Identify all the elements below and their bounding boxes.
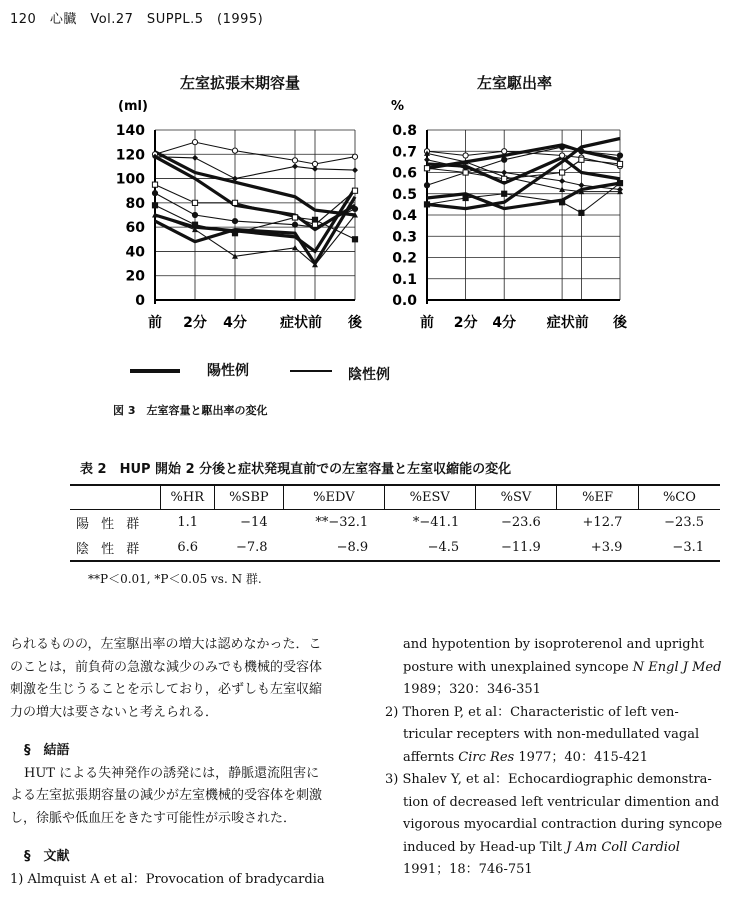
data-point <box>312 166 318 172</box>
table-cell: −23.5 <box>664 515 704 530</box>
legend-positive-line <box>130 369 180 373</box>
data-point <box>232 231 237 236</box>
table-cell: −23.6 <box>500 515 541 530</box>
data-point <box>312 222 317 227</box>
legend-negative-label: 陰性例 <box>348 367 390 383</box>
reference-3-start: 3) Shalev Y, et al：Echocardiographic demonstra- <box>385 772 712 787</box>
data-point <box>424 166 429 171</box>
data-point <box>578 182 584 188</box>
x-tick-label: 症状前 <box>280 315 322 331</box>
reference-line: tion of decreased left ventricular dimention and <box>403 794 720 810</box>
data-point <box>352 237 357 242</box>
series-negative-line <box>155 142 355 164</box>
y-axis-label: (ml) <box>118 99 148 114</box>
x-tick-label: 後 <box>348 315 362 331</box>
reference-line: vigorous myocardial contraction during syncope <box>403 817 723 832</box>
data-point <box>192 155 198 161</box>
data-point <box>292 222 297 227</box>
y-tick-label: 140 <box>115 123 145 139</box>
data-point <box>560 170 565 175</box>
data-point <box>292 215 297 220</box>
body-line: られるものの，左室駆出率の増大は認めなかった．こ <box>10 637 322 652</box>
reference-1-start: 1) Almquist A et al：Provocation of bradycardia <box>10 871 325 887</box>
body-line: よる左室拡張期容量の減少が左室機械的受容体を刺激 <box>10 788 323 803</box>
y-tick-label: 0.4 <box>392 208 417 224</box>
references-heading: § 文献 <box>24 849 70 864</box>
data-point <box>192 222 197 227</box>
reference-line: and hypotention by isoproterenol and upright <box>403 637 705 652</box>
data-point <box>152 203 157 208</box>
data-point <box>617 181 622 186</box>
reference-line: 1991；18：746-751 <box>403 862 533 877</box>
x-tick-label: 前 <box>420 315 434 331</box>
table-header-cell: %ESV <box>384 485 475 510</box>
data-point <box>192 212 197 217</box>
table-cell: *−41.1 <box>412 515 460 530</box>
legend-positive-label: 陽性例 <box>207 363 249 379</box>
y-tick-label: 40 <box>125 244 145 261</box>
table-header-cell: %CO <box>638 485 720 510</box>
journal-name: Circ Res <box>458 749 515 765</box>
data-point <box>292 163 298 169</box>
table-cell: **−32.1 <box>315 515 369 530</box>
reference-line: 1989；320：346-351 <box>403 682 541 697</box>
y-tick-label: 0.2 <box>392 250 417 267</box>
data-point <box>152 191 157 196</box>
table-cell: −4.5 <box>384 535 475 561</box>
data-point <box>579 149 584 154</box>
y-tick-label: 0.5 <box>392 186 417 203</box>
table-row <box>70 510 720 536</box>
reference-line <box>385 657 740 680</box>
table-header-cell: %SV <box>475 485 557 510</box>
data-point <box>312 161 317 166</box>
y-tick-label: 0.7 <box>392 144 417 161</box>
series-positive-line <box>155 152 355 215</box>
body-line: のことは，前負荷の急激な減少のみでも機械的受容体 <box>10 659 323 675</box>
data-point <box>502 176 507 181</box>
data-point <box>463 195 468 200</box>
data-point <box>352 188 357 193</box>
table-header-cell: %HR <box>161 485 215 510</box>
data-point <box>352 206 357 211</box>
data-point <box>352 154 357 159</box>
y-tick-label: 0.0 <box>392 293 417 309</box>
edv-chart <box>100 92 370 337</box>
reference-line: tricular recepters with non-medullated vagal <box>403 727 700 742</box>
y-tick-label: 80 <box>125 195 145 212</box>
series-positive-line <box>427 158 620 184</box>
left-chart-title: 左室拡張末期容量 <box>180 74 301 92</box>
table-footnote: **P＜0.01, *P＜0.05 vs. N 群. <box>88 572 262 586</box>
data-point <box>560 153 565 158</box>
data-point <box>292 158 297 163</box>
y-tick-label: 100 <box>115 171 145 188</box>
table-cell: −14 <box>240 515 268 530</box>
table-cell: 1.1 <box>177 515 199 530</box>
table-header-cell <box>70 485 161 510</box>
y-tick-label: 0.3 <box>392 229 417 246</box>
data-point <box>502 191 507 196</box>
y-tick-label: 0.8 <box>392 123 417 139</box>
data-point <box>232 218 237 223</box>
y-tick-label: 0.1 <box>392 271 417 288</box>
y-tick-label: 60 <box>125 220 145 237</box>
body-line: HUT による失神発作の誘発には，静脈還流阻害に <box>24 765 320 781</box>
data-point <box>559 178 565 184</box>
y-tick-label: 0.6 <box>392 165 417 182</box>
data-point <box>560 200 565 205</box>
data-point <box>560 144 565 149</box>
data-point <box>579 157 584 162</box>
data-point <box>502 149 507 154</box>
table-header-cell: %EDV <box>284 485 385 510</box>
row-label: 陰 性 群 <box>70 535 161 561</box>
data-point <box>232 148 237 153</box>
data-point <box>424 157 430 163</box>
ef-chart <box>385 92 645 337</box>
x-tick-label: 4分 <box>492 315 517 331</box>
reference-text: posture with unexplained syncope <box>403 659 633 675</box>
x-tick-label: 2分 <box>183 315 207 331</box>
reference-text: induced by Head-up Tilt <box>403 839 567 855</box>
conclusion-heading: § 結語 <box>24 743 70 758</box>
journal-name: N Engl J Med <box>632 659 722 675</box>
data-point <box>152 182 157 187</box>
table-header-cell: %EF <box>557 485 639 510</box>
figure-caption: 図 3 左室容量と駆出率の変化 <box>113 404 268 417</box>
data-point <box>463 153 468 158</box>
reference-text: affernts <box>403 749 459 765</box>
body-line: 力の増大は要さないと考えられる． <box>10 704 219 720</box>
table-header-row <box>70 485 720 510</box>
results-table <box>70 484 720 562</box>
left-column <box>10 634 370 891</box>
y-tick-label: 20 <box>125 268 145 285</box>
reference-text: 1977；40：415-421 <box>514 749 648 765</box>
right-column <box>385 634 740 882</box>
data-point <box>424 202 429 207</box>
data-point <box>617 153 622 158</box>
body-line: 刺激を生じうることを示しており，必ずしも左室収縮 <box>10 682 323 697</box>
y-tick-label: 0 <box>135 293 145 309</box>
data-point <box>192 200 197 205</box>
legend-negative-line <box>290 370 332 372</box>
data-point <box>192 140 197 145</box>
row-label: 陽 性 群 <box>76 517 144 532</box>
x-tick-label: 前 <box>148 315 162 331</box>
body-line: し，徐脈や低血圧をきたす可能性が示唆された． <box>10 810 297 826</box>
journal-name: J Am Coll Cardiol <box>566 839 680 855</box>
data-point <box>579 210 584 215</box>
x-tick-label: 後 <box>613 315 627 331</box>
table-row <box>70 535 720 561</box>
table-cell: 6.6 <box>161 535 215 561</box>
x-tick-label: 4分 <box>223 315 247 331</box>
table-cell: +12.7 <box>582 515 623 530</box>
running-header: 120 心臓 Vol.27 SUPPL.5 (1995) <box>10 12 264 27</box>
series-negative-line <box>155 185 355 225</box>
data-point <box>352 167 358 173</box>
table-cell: −11.9 <box>475 535 557 561</box>
reference-line <box>385 837 740 860</box>
table-cell: +3.9 <box>557 535 639 561</box>
data-point <box>463 170 468 175</box>
right-chart-title: 左室駆出率 <box>477 74 553 92</box>
table-cell: −3.1 <box>638 535 720 561</box>
y-axis-label: % <box>391 99 405 114</box>
table-caption: 表 2 HUP 開始 2 分後と症状発現直前での左室容量と左室収縮能の変化 <box>80 462 512 477</box>
table-cell: −7.8 <box>214 535 284 561</box>
data-point <box>424 183 429 188</box>
x-tick-label: 症状前 <box>546 315 589 331</box>
reference-line <box>385 747 740 770</box>
data-point <box>232 200 237 205</box>
table-cell: −8.9 <box>284 535 385 561</box>
table-header-cell: %SBP <box>214 485 284 510</box>
x-tick-label: 2分 <box>453 315 478 331</box>
reference-2-start: 2) Thoren P, et al：Characteristic of left ven- <box>385 704 679 720</box>
data-point <box>617 161 622 166</box>
y-tick-label: 120 <box>115 147 145 164</box>
data-point <box>502 157 507 162</box>
